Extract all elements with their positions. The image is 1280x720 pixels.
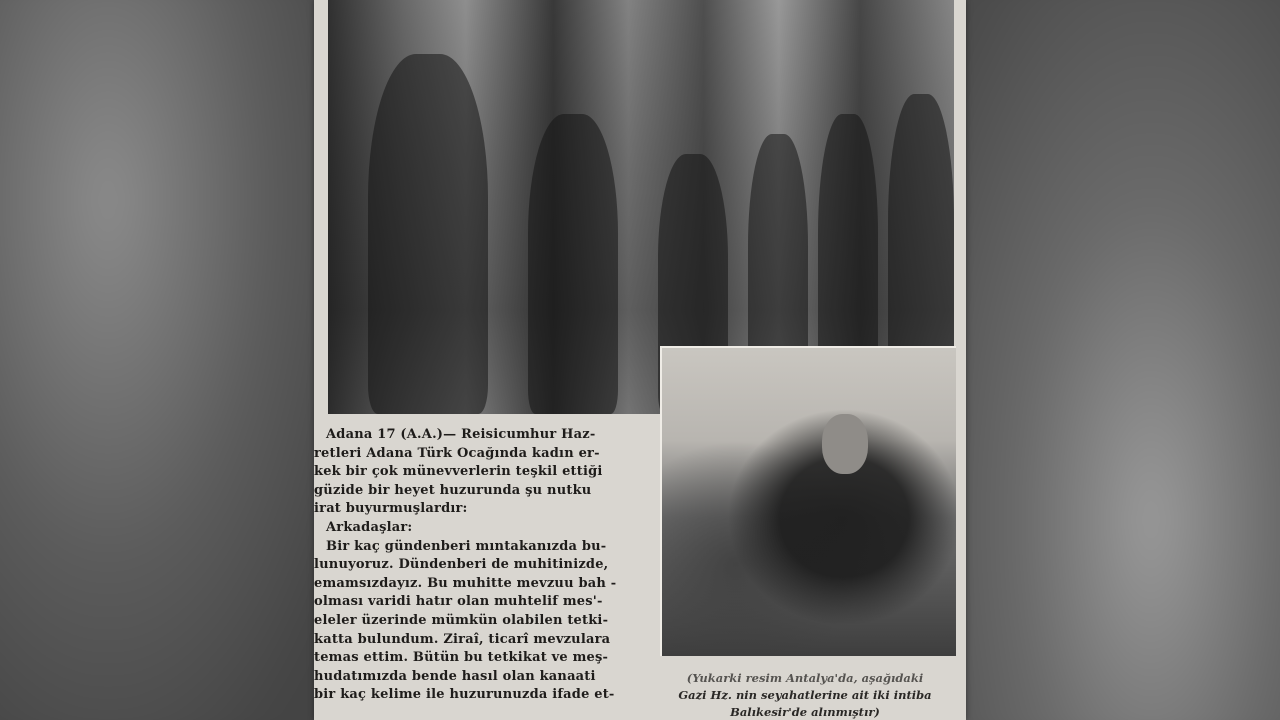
blurred-backdrop-left xyxy=(0,0,360,720)
article-body-line: bir kaç kelime ile huzurunuzda ifade et- xyxy=(314,687,615,703)
caption-line: Gazi Hz. nin seyahatlerine ait iki intiba xyxy=(678,688,932,702)
article-body-line: Bir kaç gündenberi mıntakanızda bu- xyxy=(326,538,607,554)
article-body-line: emamsızdayız. Bu muhitte mevzuu bah - xyxy=(314,575,617,591)
photo-caption xyxy=(644,670,966,720)
article-body-line: olması varidi hatır olan muhtelif mes'- xyxy=(314,594,603,610)
article-text xyxy=(314,426,644,705)
caption-line: (Yukarki resim Antalya'da, aşağıdaki xyxy=(686,671,924,685)
caption-line: Balıkesir'de alınmıştır) xyxy=(730,705,880,719)
article-line: güzide bir heyet huzurunda şu nutku xyxy=(314,482,592,498)
blurred-backdrop-right xyxy=(920,0,1280,720)
article-line: irat buyurmuşlardır: xyxy=(314,501,468,517)
article-body-line: eleler üzerinde mümkün olabilen tetki- xyxy=(314,612,609,628)
photo-official-portrait xyxy=(660,346,956,656)
article-body-line: katta bulundum. Ziraî, ticarî mevzulara xyxy=(314,631,611,647)
article-line: retleri Adana Türk Ocağında kadın er- xyxy=(314,445,600,461)
article-body-line: lunuyoruz. Dündenberi de muhitinizde, xyxy=(314,557,609,573)
newspaper-clipping xyxy=(314,0,966,720)
article-body-line: hudatımızda bende hasıl olan kanaati xyxy=(314,668,596,684)
article-body-line: temas ettim. Bütün bu tetkikat ve meş- xyxy=(314,650,609,666)
article-salutation: Arkadaşlar: xyxy=(326,519,413,535)
article-line: kek bir çok münevverlerin teşkil ettiği xyxy=(314,464,603,480)
article-dateline: Adana 17 (A.A.)— Reisicumhur Haz- xyxy=(326,427,596,442)
